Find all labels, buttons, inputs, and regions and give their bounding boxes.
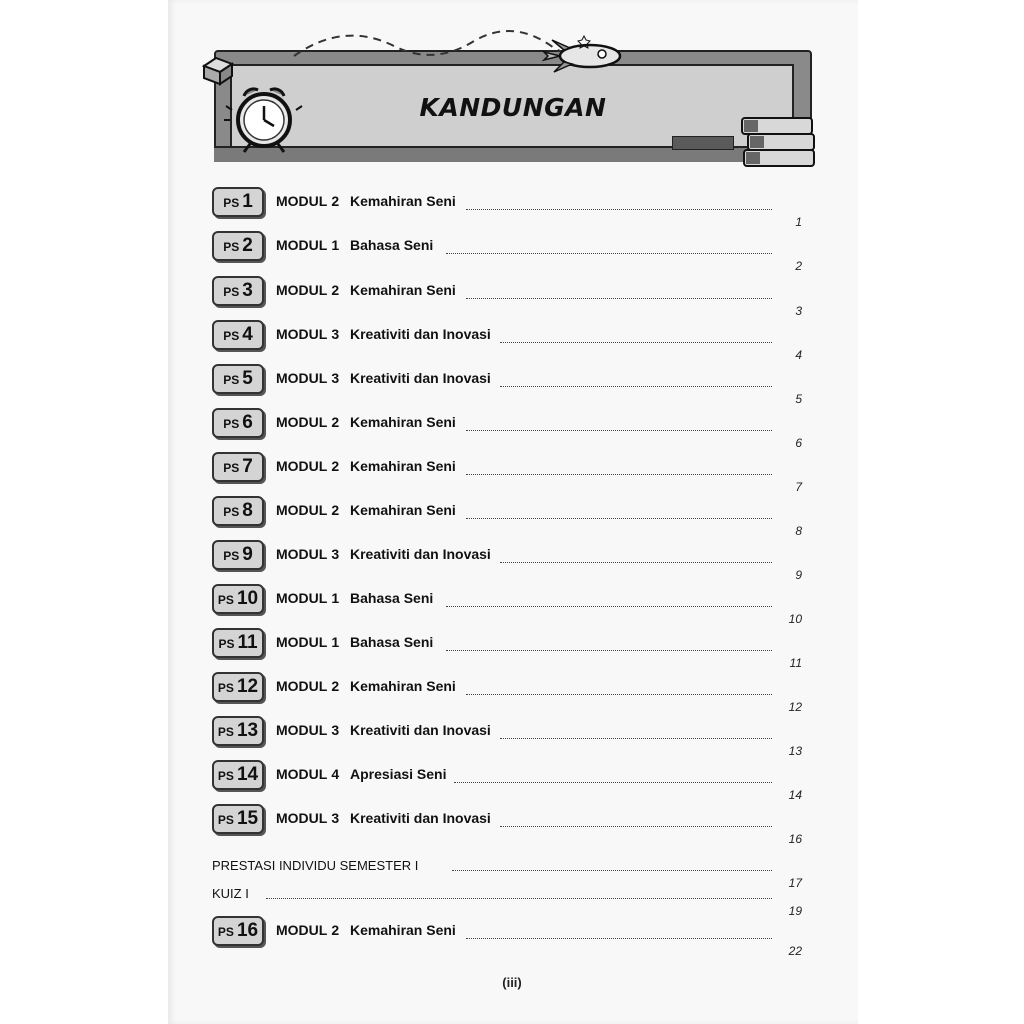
modul-word: MODUL bbox=[276, 237, 328, 253]
toc-entry bbox=[212, 276, 812, 318]
page-number: 7 bbox=[795, 480, 802, 494]
ps-prefix: PS bbox=[218, 637, 235, 651]
ps-badge bbox=[212, 540, 264, 570]
dot-leader bbox=[466, 430, 772, 431]
modul-word: MODUL bbox=[276, 193, 328, 209]
dot-leader bbox=[266, 898, 772, 899]
toc-entry bbox=[212, 408, 812, 450]
modul-number: 1 bbox=[331, 634, 340, 650]
chalk-box bbox=[672, 136, 734, 150]
dot-leader bbox=[466, 209, 772, 210]
ps-badge bbox=[212, 276, 264, 306]
ps-prefix: PS bbox=[223, 549, 240, 563]
toc-entry bbox=[212, 916, 812, 958]
toc-entry bbox=[212, 672, 812, 714]
toc-entry bbox=[212, 760, 812, 802]
dot-leader bbox=[500, 738, 772, 739]
modul-number: 2 bbox=[331, 502, 340, 518]
page-number: 10 bbox=[788, 612, 802, 626]
toc-entry-plain bbox=[212, 886, 812, 916]
toc-entry-plain bbox=[212, 858, 812, 888]
topic-title: Kreativiti dan Inovasi bbox=[350, 546, 491, 562]
modul-label bbox=[276, 502, 339, 518]
modul-number: 3 bbox=[331, 370, 340, 386]
ps-prefix: PS bbox=[223, 417, 240, 431]
modul-label bbox=[276, 370, 339, 386]
modul-word: MODUL bbox=[276, 414, 328, 430]
toc-entry bbox=[212, 804, 812, 846]
topic-title: Bahasa Seni bbox=[350, 590, 434, 606]
page-number: 16 bbox=[788, 832, 802, 846]
ps-number: 11 bbox=[237, 632, 258, 653]
topic-title: Kemahiran Seni bbox=[350, 922, 456, 938]
modul-number: 2 bbox=[331, 414, 340, 430]
ps-badge bbox=[212, 672, 264, 702]
toc-entry bbox=[212, 231, 812, 273]
page-number: 5 bbox=[795, 392, 802, 406]
entry-title: PRESTASI INDIVIDU SEMESTER I bbox=[212, 858, 419, 873]
ps-badge bbox=[212, 716, 264, 746]
dot-leader bbox=[500, 386, 772, 387]
topic-title: Kreativiti dan Inovasi bbox=[350, 722, 491, 738]
topic-title: Kemahiran Seni bbox=[350, 414, 456, 430]
page-number: 6 bbox=[795, 436, 802, 450]
modul-number: 2 bbox=[331, 193, 340, 209]
ps-number: 6 bbox=[242, 412, 253, 433]
ps-badge bbox=[212, 804, 264, 834]
page-number: 17 bbox=[788, 876, 802, 890]
page-number: 2 bbox=[795, 259, 802, 273]
ps-badge bbox=[212, 187, 264, 217]
ps-badge bbox=[212, 496, 264, 526]
topic-title: Kemahiran Seni bbox=[350, 282, 456, 298]
modul-label bbox=[276, 634, 339, 650]
dot-leader bbox=[452, 870, 772, 871]
ps-badge bbox=[212, 231, 264, 261]
dot-leader bbox=[466, 298, 772, 299]
page-number: 13 bbox=[788, 744, 802, 758]
page-number: 12 bbox=[788, 700, 802, 714]
ps-badge bbox=[212, 364, 264, 394]
modul-number: 4 bbox=[331, 766, 340, 782]
page-number: 22 bbox=[788, 944, 802, 958]
topic-title: Kemahiran Seni bbox=[350, 458, 456, 474]
ps-prefix: PS bbox=[217, 681, 234, 695]
toc-entry bbox=[212, 364, 812, 406]
modul-word: MODUL bbox=[276, 678, 328, 694]
modul-word: MODUL bbox=[276, 282, 328, 298]
modul-word: MODUL bbox=[276, 810, 328, 826]
dot-leader bbox=[466, 474, 772, 475]
modul-label bbox=[276, 414, 339, 430]
ps-number: 9 bbox=[242, 544, 253, 565]
modul-number: 3 bbox=[331, 326, 340, 342]
modul-word: MODUL bbox=[276, 590, 328, 606]
dot-leader bbox=[500, 826, 772, 827]
ps-badge bbox=[212, 628, 264, 658]
page-number: 3 bbox=[795, 304, 802, 318]
ps-prefix: PS bbox=[217, 925, 234, 939]
modul-number: 1 bbox=[331, 590, 340, 606]
modul-label bbox=[276, 326, 339, 342]
modul-label bbox=[276, 678, 339, 694]
modul-word: MODUL bbox=[276, 326, 328, 342]
topic-title: Bahasa Seni bbox=[350, 237, 434, 253]
modul-word: MODUL bbox=[276, 722, 328, 738]
contents-banner bbox=[214, 50, 812, 162]
modul-label bbox=[276, 237, 339, 253]
ps-number: 2 bbox=[242, 235, 253, 256]
modul-label bbox=[276, 590, 339, 606]
modul-label bbox=[276, 810, 339, 826]
page-number: 11 bbox=[789, 656, 802, 670]
ps-prefix: PS bbox=[217, 769, 234, 783]
modul-label bbox=[276, 722, 339, 738]
ps-prefix: PS bbox=[217, 593, 234, 607]
ps-number: 14 bbox=[236, 764, 259, 785]
dot-leader bbox=[466, 518, 772, 519]
toc-entry bbox=[212, 584, 812, 626]
ps-prefix: PS bbox=[223, 373, 240, 387]
toc-entry bbox=[212, 716, 812, 758]
entry-title: KUIZ I bbox=[212, 886, 249, 901]
ps-prefix: PS bbox=[223, 329, 240, 343]
modul-number: 2 bbox=[331, 922, 340, 938]
modul-number: 2 bbox=[331, 458, 340, 474]
topic-title: Kreativiti dan Inovasi bbox=[350, 810, 491, 826]
dot-leader bbox=[500, 562, 772, 563]
page-title: KANDUNGAN bbox=[419, 93, 607, 122]
topic-title: Bahasa Seni bbox=[350, 634, 434, 650]
ps-prefix: PS bbox=[217, 813, 234, 827]
modul-label bbox=[276, 546, 339, 562]
page-number: 9 bbox=[795, 568, 802, 582]
modul-number: 1 bbox=[331, 237, 340, 253]
page-number: 14 bbox=[788, 788, 802, 802]
alarm-clock-icon bbox=[224, 76, 310, 156]
ps-number: 13 bbox=[236, 720, 259, 741]
ps-number: 4 bbox=[242, 324, 253, 345]
modul-label bbox=[276, 766, 339, 782]
toc-entry bbox=[212, 452, 812, 494]
ps-prefix: PS bbox=[223, 285, 240, 299]
topic-title: Kemahiran Seni bbox=[350, 193, 456, 209]
ps-prefix: PS bbox=[217, 725, 234, 739]
ps-badge bbox=[212, 320, 264, 350]
topic-title: Kemahiran Seni bbox=[350, 678, 456, 694]
modul-word: MODUL bbox=[276, 766, 328, 782]
ps-number: 12 bbox=[236, 676, 259, 697]
dot-leader bbox=[446, 253, 772, 254]
topic-title: Kemahiran Seni bbox=[350, 502, 456, 518]
topic-title: Apresiasi Seni bbox=[350, 766, 447, 782]
toc-entry bbox=[212, 320, 812, 362]
modul-label bbox=[276, 458, 339, 474]
dot-leader bbox=[500, 342, 772, 343]
modul-word: MODUL bbox=[276, 922, 328, 938]
ps-number: 5 bbox=[242, 368, 253, 389]
dot-leader bbox=[446, 606, 772, 607]
page-number: 1 bbox=[795, 215, 802, 229]
ps-number: 3 bbox=[242, 280, 253, 301]
ps-prefix: PS bbox=[223, 461, 240, 475]
modul-number: 3 bbox=[331, 546, 340, 562]
modul-word: MODUL bbox=[276, 546, 328, 562]
ps-number: 16 bbox=[236, 920, 259, 941]
book-stack-icon bbox=[740, 108, 820, 170]
eraser-icon bbox=[200, 56, 236, 86]
ps-prefix: PS bbox=[223, 505, 240, 519]
ps-prefix: PS bbox=[223, 240, 240, 254]
page-number: 19 bbox=[788, 904, 802, 918]
ps-badge bbox=[212, 760, 264, 790]
page-number: 8 bbox=[795, 524, 802, 538]
ps-number: 8 bbox=[242, 500, 253, 521]
ps-badge bbox=[212, 584, 264, 614]
dot-leader bbox=[466, 694, 772, 695]
ps-number: 7 bbox=[242, 456, 253, 477]
dot-leader bbox=[454, 782, 772, 783]
toc-entry bbox=[212, 540, 812, 582]
rocket-icon bbox=[534, 34, 624, 74]
modul-word: MODUL bbox=[276, 370, 328, 386]
toc-entry bbox=[212, 187, 812, 229]
topic-title: Kreativiti dan Inovasi bbox=[350, 326, 491, 342]
modul-number: 3 bbox=[331, 810, 340, 826]
toc-entry bbox=[212, 628, 812, 670]
page-number-footer: (iii) bbox=[502, 975, 522, 990]
modul-label bbox=[276, 282, 339, 298]
dot-leader bbox=[446, 650, 772, 651]
toc-entry bbox=[212, 496, 812, 538]
modul-word: MODUL bbox=[276, 458, 328, 474]
ps-number: 15 bbox=[236, 808, 259, 829]
modul-number: 3 bbox=[331, 722, 340, 738]
page-number: 4 bbox=[795, 348, 802, 362]
modul-label bbox=[276, 193, 339, 209]
modul-number: 2 bbox=[331, 282, 340, 298]
ps-badge bbox=[212, 452, 264, 482]
topic-title: Kreativiti dan Inovasi bbox=[350, 370, 491, 386]
modul-label bbox=[276, 922, 339, 938]
ps-number: 10 bbox=[236, 588, 259, 609]
modul-word: MODUL bbox=[276, 502, 328, 518]
ps-badge bbox=[212, 408, 264, 438]
dot-leader bbox=[466, 938, 772, 939]
modul-number: 2 bbox=[331, 678, 340, 694]
modul-word: MODUL bbox=[276, 634, 328, 650]
ps-prefix: PS bbox=[223, 196, 240, 210]
ps-badge bbox=[212, 916, 264, 946]
ps-number: 1 bbox=[242, 191, 253, 212]
